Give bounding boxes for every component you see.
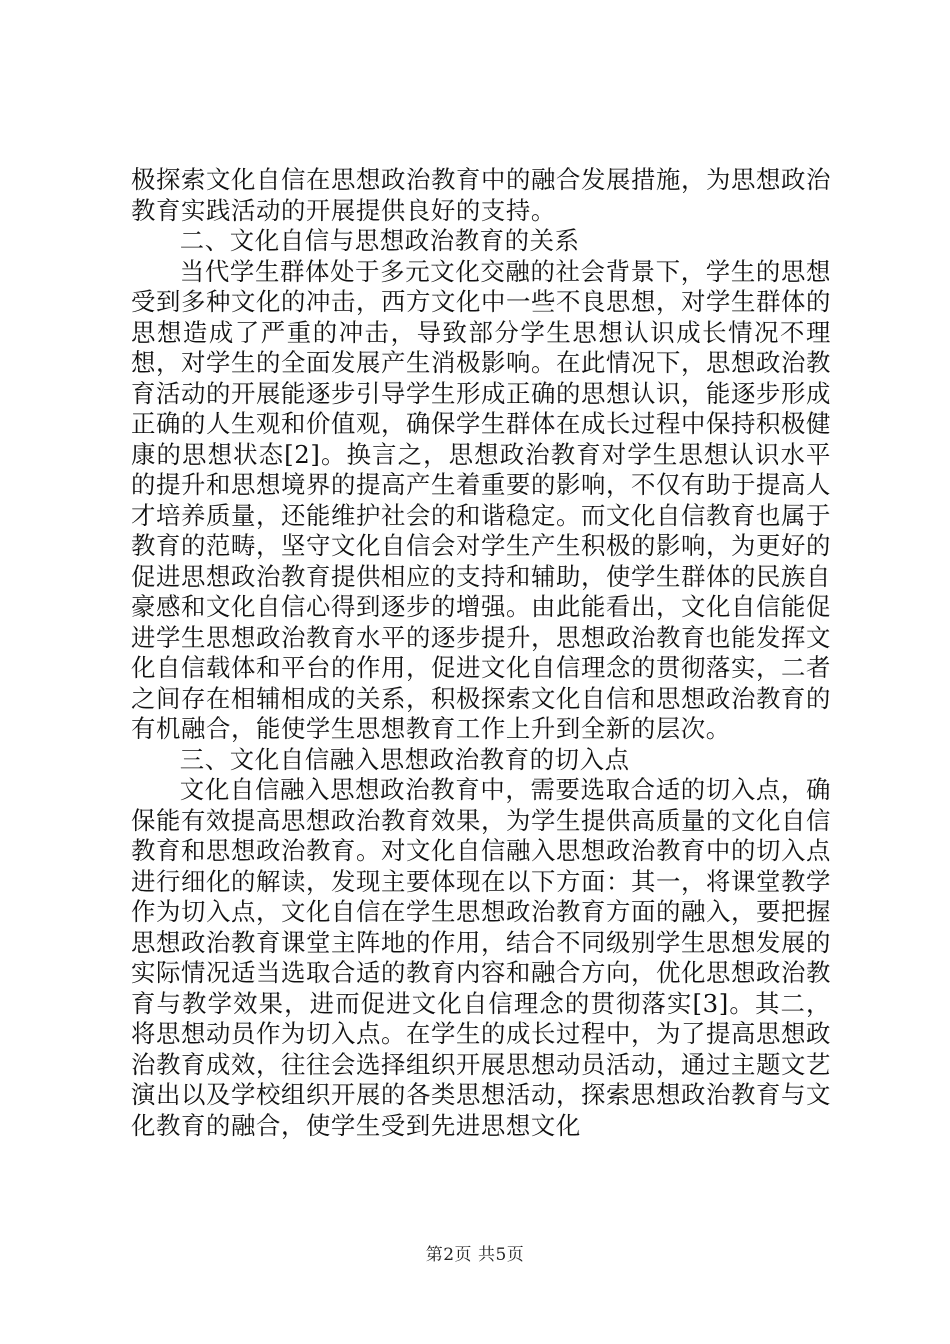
paragraph-continuation: 极探索文化自信在思想政治教育中的融合发展措施，为思想政治教育实践活动的开展提供良好的支持。 [131, 165, 831, 225]
paragraph-entry-points: 文化自信融入思想政治教育中，需要选取合适的切入点，确保能有效提高思想政治教育效果，为学生提供高质量的文化自信教育和思想政治教育。对文化自信融入思想政治教育中的切入点进行细化的解读，发现主要体现在以下方面：其一，将课堂教学作为切入点，文化自信在学生思想政治教育方面的融入，要把握思想政治教育课堂主阵地的作用，结合不同级别学生思想发展的实际情况适当选取合适的教育内容和融合方向，优化思想政治教育与教学效果，进而促进文化自信理念的贯彻落实[3]。其二，将思想动员作为切入点。在学生的成长过程中，为了提高思想政治教育成效，往往会选择组织开展思想动员活动，通过主题文艺演出以及学校组织开展的各类思想活动，探索思想政治教育与文化教育的融合，使学生受到先进思想文化 [131, 775, 831, 1140]
document-body [131, 165, 831, 1141]
page-number-footer: 第2页 共5页 [425, 1245, 525, 1265]
section-heading-3: 三、文化自信融入思想政治教育的切入点 [179, 744, 630, 774]
section-heading-2: 二、文化自信与思想政治教育的关系 [179, 226, 580, 255]
paragraph-relationship: 当代学生群体处于多元文化交融的社会背景下，学生的思想受到多种文化的冲击，西方文化中一些不良思想，对学生群体的思想造成了严重的冲击，导致部分学生思想认识成长情况不理想，对学生的全面发展产生消极影响。在此情况下，思想政治教育活动的开展能逐步引导学生形成正确的思想认识，能逐步形成正确的人生观和价值观，确保学生群体在成长过程中保持积极健康的思想状态[2]。换言之，思想政治教育对学生思想认识水平的提升和思想境界的提高产生着重要的影响，不仅有助于提高人才培养质量，还能维护社会的和谐稳定。而文化自信教育也属于教育的范畴，坚守文化自信会对学生产生积极的影响，为更好的促进思想政治教育提供相应的支持和辅助，使学生群体的民族自豪感和文化自信心得到逐步的增强。由此能看出，文化自信能促进学生思想政治教育水平的逐步提升，思想政治教育也能发挥文化自信载体和平台的作用，促进文化自信理念的贯彻落实，二者之间存在相辅相成的关系，积极探索文化自信和思想政治教育的有机融合，能使学生思想教育工作上升到全新的层次。 [131, 256, 831, 743]
